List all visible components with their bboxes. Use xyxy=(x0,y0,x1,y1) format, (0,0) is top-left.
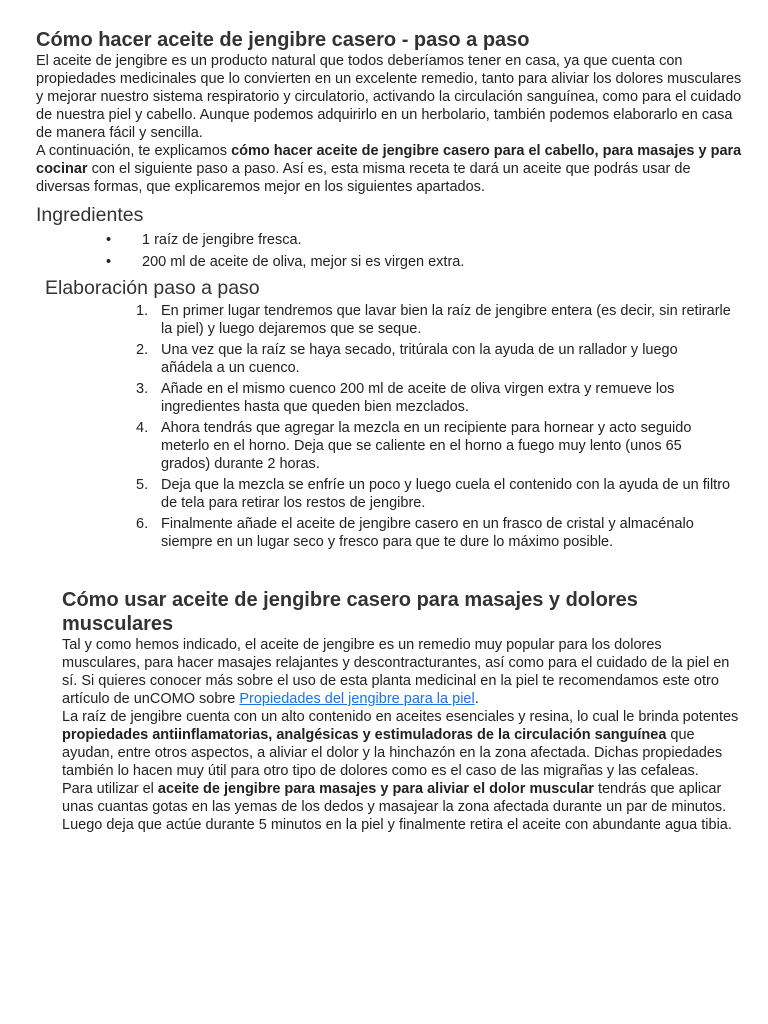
steps-heading: Elaboración paso a paso xyxy=(45,277,260,299)
list-item xyxy=(36,302,731,338)
usage-p2-post: que ayudan, entre otros aspectos, a aliviar el dolor y la hinchazón en la zona afectada. Dichas propiedades también lo hacen muy útil para otro tipo de dolores como es el caso de las migrañas y las cefaleas. xyxy=(62,727,723,779)
list-item xyxy=(36,341,731,377)
intro2-text-bold: cómo hacer aceite de jengibre casero para el cabello, para masajes y para cocinar xyxy=(36,143,742,177)
usage-p1-pre: Tal y como hemos indicado, el aceite de jengibre es un remedio muy popular para los dolores musculares, para hacer masajes relajantes y descontracturantes, así como para el cuidado de la piel en sí. Si quieres conocer más sobre el uso de esta planta medicinal en la piel te recomendamos este otro artículo de unCOMO sobre xyxy=(62,637,730,707)
usage-p1-post: . xyxy=(474,691,479,707)
step-number: 2. xyxy=(136,342,149,358)
intro-paragraph: El aceite de jengibre es un producto natural que todos deberíamos tener en casa, ya que cuenta con propiedades medicinales que lo convierten en un excelente remedio, tanto para aliviar los dolores musculares y mejorar nuestro sistema respiratorio y circulatorio, activando la circulación sanguínea, como para el cuidado de nuestra piel y cabello. Aunque podemos adquirirlo en un herbolario, también podemos elaborarlo en casa de manera fácil y sencilla. xyxy=(36,53,742,141)
usage-p2-bold: propiedades antiinflamatorias, analgésicas y estimuladoras de la circulación sanguínea xyxy=(62,727,667,743)
step-number: 3. xyxy=(136,381,149,397)
bullet-marker: • xyxy=(106,254,112,270)
usage-paragraph-2 xyxy=(62,708,742,780)
usage-p3-bold: aceite de jengibre para masajes y para aliviar el dolor muscular xyxy=(157,781,594,797)
step-text: Añade en el mismo cuenco 200 ml de aceite de oliva virgen extra y remueve los ingredientes hasta que queden bien mezclados. xyxy=(161,381,675,415)
ingredients-list xyxy=(36,231,742,271)
step-number: 4. xyxy=(136,420,149,436)
skin-properties-link[interactable]: Propiedades del jengibre para la piel xyxy=(239,691,475,707)
step-text: Una vez que la raíz se haya secado, tritúrala con la ayuda de un rallador y luego añádela a un cuenco. xyxy=(161,342,678,376)
step-text: En primer lugar tendremos que lavar bien la raíz de jengibre entera (es decir, sin retirarle la piel) y luego dejaremos que se seque. xyxy=(161,303,731,337)
intro-paragraph-2 xyxy=(36,142,742,196)
list-item xyxy=(36,253,742,271)
step-text: Ahora tendrás que agregar la mezcla en un recipiente para hornear y acto seguido meterlo en el horno. Deja que se caliente en el horno a fuego muy lento (unos 65 grados) durante 2 horas. xyxy=(161,420,692,472)
usage-p2-pre: La raíz de jengibre cuenta con un alto contenido en aceites esenciales y resina, lo cual le brinda potentes xyxy=(62,709,739,725)
usage-p3-pre: Para utilizar el xyxy=(62,781,158,797)
bullet-marker: • xyxy=(106,232,112,248)
usage-heading: Cómo usar aceite de jengibre casero para masajes y dolores musculares xyxy=(62,589,638,635)
step-number: 6. xyxy=(136,516,149,532)
list-item xyxy=(36,419,731,473)
step-text: Finalmente añade el aceite de jengibre casero en un frasco de cristal y almacénalo siempre en un lugar seco y fresco para que te dure lo máximo posible. xyxy=(161,516,694,550)
usage-paragraph-1 xyxy=(62,636,742,708)
step-number: 5. xyxy=(136,477,149,493)
recipe-section xyxy=(36,28,742,554)
steps-list xyxy=(36,302,742,551)
list-item xyxy=(36,380,731,416)
usage-p3-post: tendrás que aplicar unas cuantas gotas en las yemas de los dedos y masajear la zona afectada durante un par de minutos. Luego deja que actúe durante 5 minutos en la piel y finalmente retira el aceite con abundante agua tibia. xyxy=(62,781,732,833)
list-item xyxy=(36,515,731,551)
list-item xyxy=(36,231,742,249)
usage-section xyxy=(62,588,742,834)
intro2-text-post: con el siguiente paso a paso. Así es, esta misma receta te dará un aceite que podrás usar de diversas formas, que explicaremos mejor en los siguientes apartados. xyxy=(36,161,691,195)
usage-paragraph-3 xyxy=(62,780,742,834)
page-title: Cómo hacer aceite de jengibre casero - paso a paso xyxy=(36,29,530,51)
intro2-text-pre: A continuación, te explicamos xyxy=(36,143,232,159)
list-item xyxy=(36,476,731,512)
step-text: Deja que la mezcla se enfríe un poco y luego cuela el contenido con la ayuda de un filtro de tela para retirar los restos de jengibre. xyxy=(161,477,731,511)
ingredient-text: 200 ml de aceite de oliva, mejor si es virgen extra. xyxy=(142,254,465,270)
step-number: 1. xyxy=(136,303,149,319)
ingredient-text: 1 raíz de jengibre fresca. xyxy=(142,232,302,248)
ingredients-heading: Ingredientes xyxy=(36,204,144,226)
